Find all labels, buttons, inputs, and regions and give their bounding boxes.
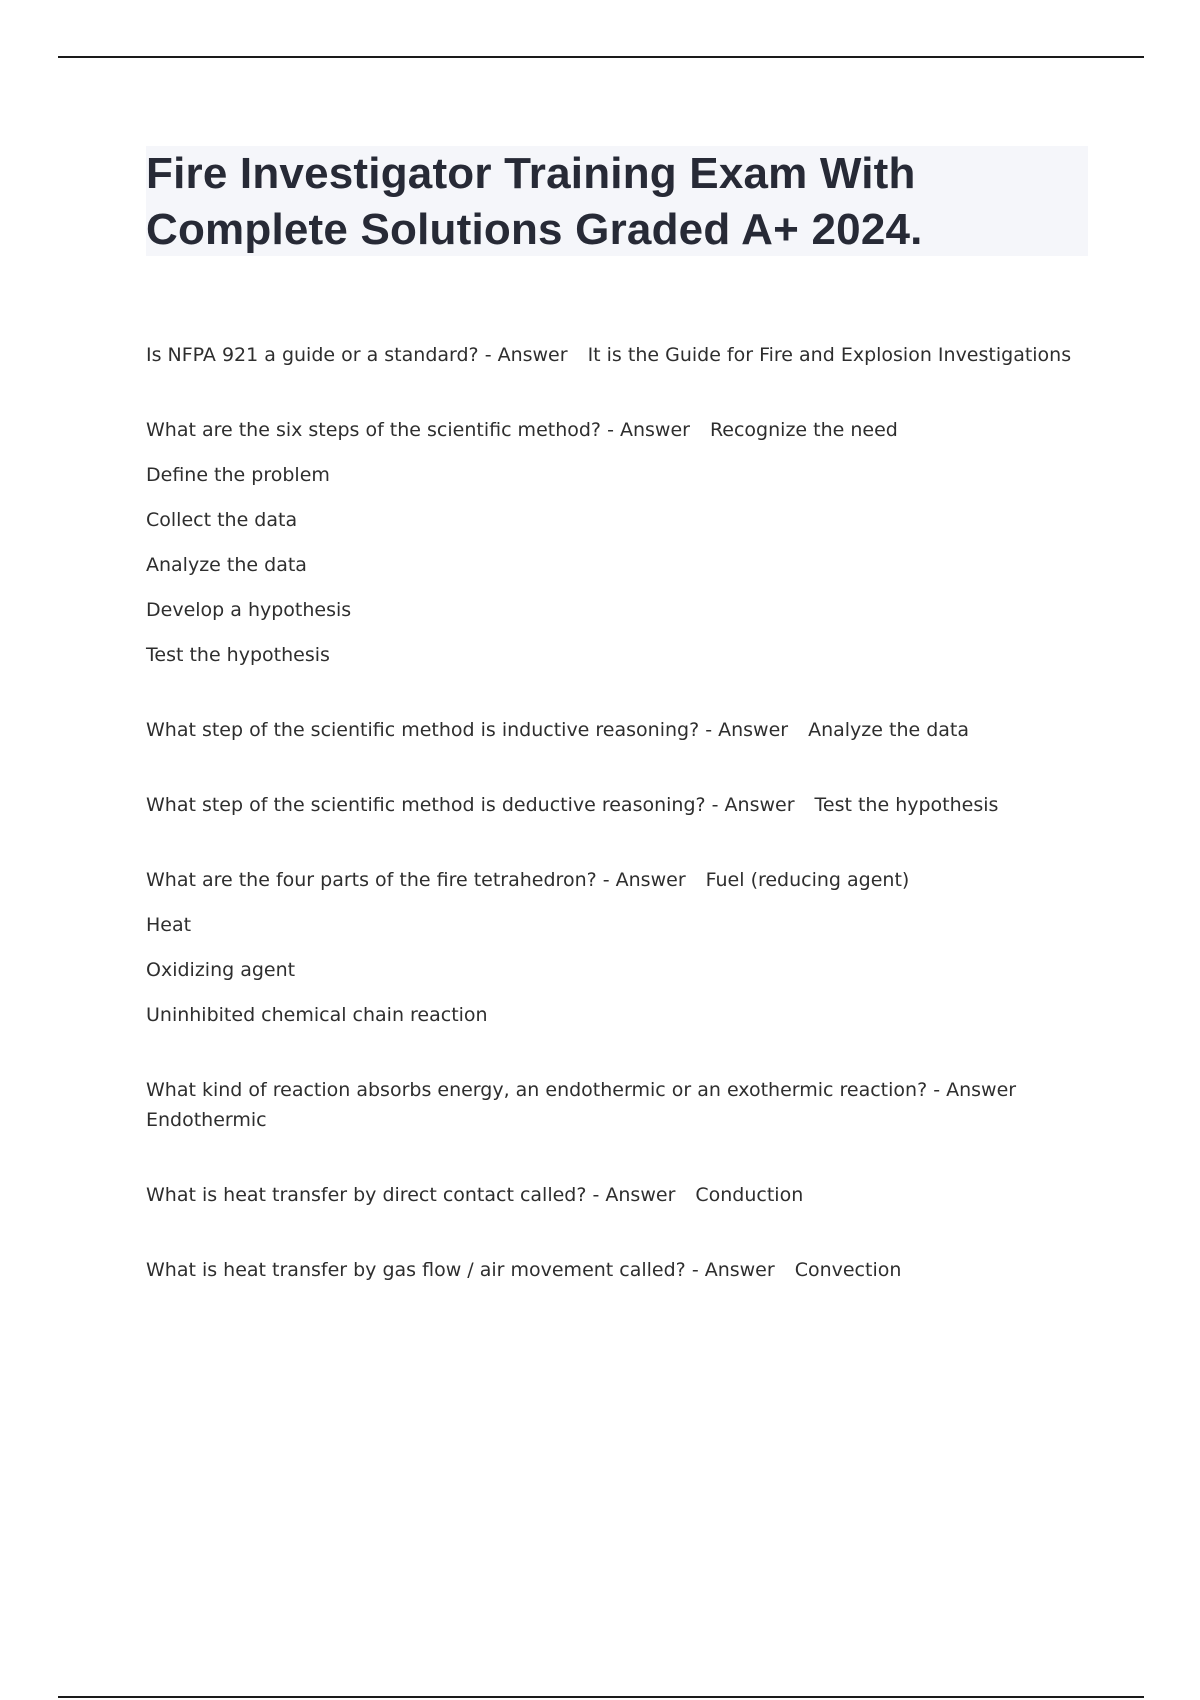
question-text: What is heat transfer by direct contact called? (146, 1184, 587, 1206)
answer-text: Conduction (695, 1184, 804, 1206)
answer-label: - Answer (592, 1184, 676, 1206)
answer-label: - Answer (484, 344, 568, 366)
qa-question-line (146, 1075, 1096, 1135)
answer-label: - Answer (711, 794, 795, 816)
qa-question-line (146, 1180, 1096, 1210)
answer-text: Endothermic (146, 1109, 267, 1131)
qa-item (146, 1075, 1096, 1135)
question-text: What are the six steps of the scientific method? (146, 419, 602, 441)
top-rule (58, 56, 1144, 58)
answer-extra-line: Collect the data (146, 509, 298, 531)
qa-question-line (146, 1255, 1096, 1285)
document-title: Fire Investigator Training Exam With Complete Solutions Graded A+ 2024. (146, 149, 923, 254)
qa-item (146, 715, 1096, 745)
answer-extra-line: Oxidizing agent (146, 959, 296, 981)
qa-question-line (146, 715, 1096, 745)
answer-text: Analyze the data (808, 719, 970, 741)
answer-extra-line: Uninhibited chemical chain reaction (146, 1004, 488, 1026)
qa-question-line (146, 865, 1096, 895)
qa-item (146, 1180, 1096, 1210)
answer-label: - Answer (607, 419, 690, 441)
title-box (146, 146, 1088, 256)
qa-item (146, 865, 1096, 1030)
answer-extra-line: Heat (146, 914, 192, 936)
answer-label: - Answer (705, 719, 789, 741)
answer-text: It is the Guide for Fire and Explosion Investigations (587, 344, 1072, 366)
answer-label: - Answer (602, 869, 686, 891)
answer-label: - Answer (933, 1079, 1017, 1101)
question-text: What kind of reaction absorbs energy, an endothermic or an exothermic reaction? (146, 1079, 928, 1101)
qa-list (146, 340, 1096, 1330)
answer-text: Test the hypothesis (814, 794, 999, 816)
question-text: What are the four parts of the fire tetrahedron? (146, 869, 597, 891)
question-text: What step of the scientific method is inductive reasoning? (146, 719, 700, 741)
question-text: What is heat transfer by gas flow / air movement called? (146, 1259, 686, 1281)
qa-item (146, 1255, 1096, 1285)
bottom-rule (58, 1696, 1144, 1698)
qa-item (146, 415, 1096, 670)
qa-question-line (146, 340, 1096, 370)
answer-extra-line: Develop a hypothesis (146, 599, 352, 621)
answer-extra-line: Test the hypothesis (146, 644, 330, 666)
qa-item (146, 790, 1096, 820)
answer-text: Convection (794, 1259, 902, 1281)
qa-question-line (146, 415, 1096, 445)
answer-text: Fuel (reducing agent) (705, 869, 910, 891)
answer-label: - Answer (691, 1259, 775, 1281)
question-text: Is NFPA 921 a guide or a standard? (146, 344, 479, 366)
answer-extra-line: Analyze the data (146, 554, 307, 576)
question-text: What step of the scientific method is deductive reasoning? (146, 794, 706, 816)
answer-text: Recognize the need (709, 419, 898, 441)
qa-question-line (146, 790, 1096, 820)
qa-item (146, 340, 1096, 370)
answer-extra-line: Define the problem (146, 464, 330, 486)
